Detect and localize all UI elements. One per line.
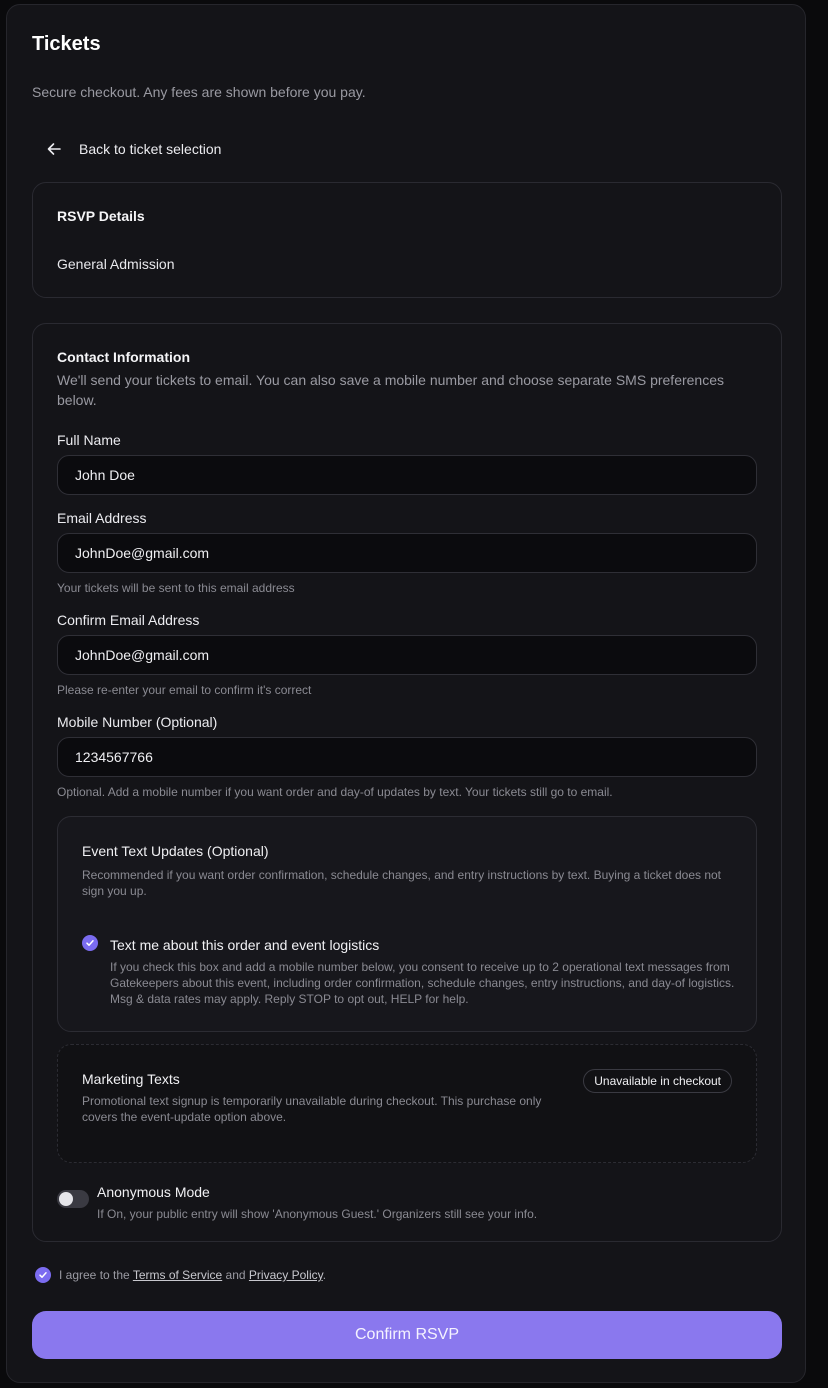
- checkmark-icon: [85, 938, 95, 948]
- marketing-texts-description: Promotional text signup is temporarily unavailable during checkout. This purchase only covers the event-update option above.: [82, 1094, 542, 1124]
- tickets-panel: [6, 4, 806, 1383]
- back-to-ticket-selection-link[interactable]: [47, 137, 221, 161]
- confirm-email-input[interactable]: [57, 635, 757, 675]
- full-name-label: Full Name: [57, 432, 121, 448]
- page-subtitle: Secure checkout. Any fees are shown before you pay.: [32, 84, 366, 100]
- rsvp-details-card: [32, 182, 782, 298]
- sms-consent-text: If you check this box and add a mobile number below, you consent to receive up to 2 operational text messages from Gatekeepers about this event, including order confirmation, schedule changes, entry instructions, and day-of logistics. Msg & data rates may apply. Reply STOP to opt out, HELP for help.: [110, 960, 735, 1006]
- agreement-suffix: .: [322, 1268, 327, 1282]
- email-label: Email Address: [57, 510, 147, 526]
- email-input[interactable]: [57, 533, 757, 573]
- agreement-prefix: I agree to the: [59, 1268, 130, 1282]
- contact-information-heading: Contact Information: [57, 349, 190, 365]
- privacy-policy-link[interactable]: Privacy Policy: [248, 1268, 323, 1282]
- back-link-label: Back to ticket selection: [79, 141, 222, 157]
- toggle-knob: [59, 1192, 73, 1206]
- ticket-type: General Admission: [57, 256, 175, 272]
- sms-consent-label[interactable]: Text me about this order and event logistics: [110, 937, 380, 953]
- full-name-input[interactable]: [57, 455, 757, 495]
- anonymous-mode-label: Anonymous Mode: [97, 1184, 210, 1200]
- arrow-left-icon: [47, 140, 65, 158]
- unavailable-badge: Unavailable in checkout: [583, 1069, 732, 1093]
- rsvp-details-heading: RSVP Details: [57, 208, 145, 224]
- page-title: Tickets: [32, 33, 101, 55]
- contact-information-description: We'll send your tickets to email. You can also save a mobile number and choose separate SMS preferences below.: [57, 372, 725, 408]
- terms-of-service-link[interactable]: Terms of Service: [132, 1268, 223, 1282]
- confirm-email-hint: Please re-enter your email to confirm it's correct: [57, 683, 312, 697]
- contact-information-card: [32, 323, 782, 1242]
- mobile-number-hint: Optional. Add a mobile number if you want order and day-of updates by text. Your tickets still go to email.: [57, 785, 613, 799]
- event-text-updates-card: [57, 816, 757, 1032]
- terms-agreement-text: [59, 1268, 326, 1282]
- terms-agreement-checkbox[interactable]: [35, 1267, 51, 1283]
- confirm-rsvp-button[interactable]: Confirm RSVP: [32, 1311, 782, 1359]
- mobile-number-label: Mobile Number (Optional): [57, 714, 218, 730]
- sms-consent-checkbox[interactable]: [82, 935, 98, 951]
- marketing-texts-card: [57, 1044, 757, 1163]
- mobile-number-input[interactable]: [57, 737, 757, 777]
- marketing-texts-heading: Marketing Texts: [82, 1071, 180, 1087]
- anonymous-mode-toggle[interactable]: [57, 1190, 89, 1208]
- event-text-updates-heading: Event Text Updates (Optional): [82, 843, 269, 859]
- agreement-and: and: [225, 1268, 246, 1282]
- checkmark-icon: [38, 1270, 48, 1280]
- event-text-updates-description: Recommended if you want order confirmation, schedule changes, and entry instructions by text. Buying a ticket does not sign you up.: [82, 868, 722, 898]
- email-hint: Your tickets will be sent to this email address: [57, 581, 295, 595]
- confirm-email-label: Confirm Email Address: [57, 612, 200, 628]
- anonymous-mode-description: If On, your public entry will show 'Anonymous Guest.' Organizers still see your info.: [97, 1207, 538, 1221]
- terms-agreement: [35, 1267, 326, 1283]
